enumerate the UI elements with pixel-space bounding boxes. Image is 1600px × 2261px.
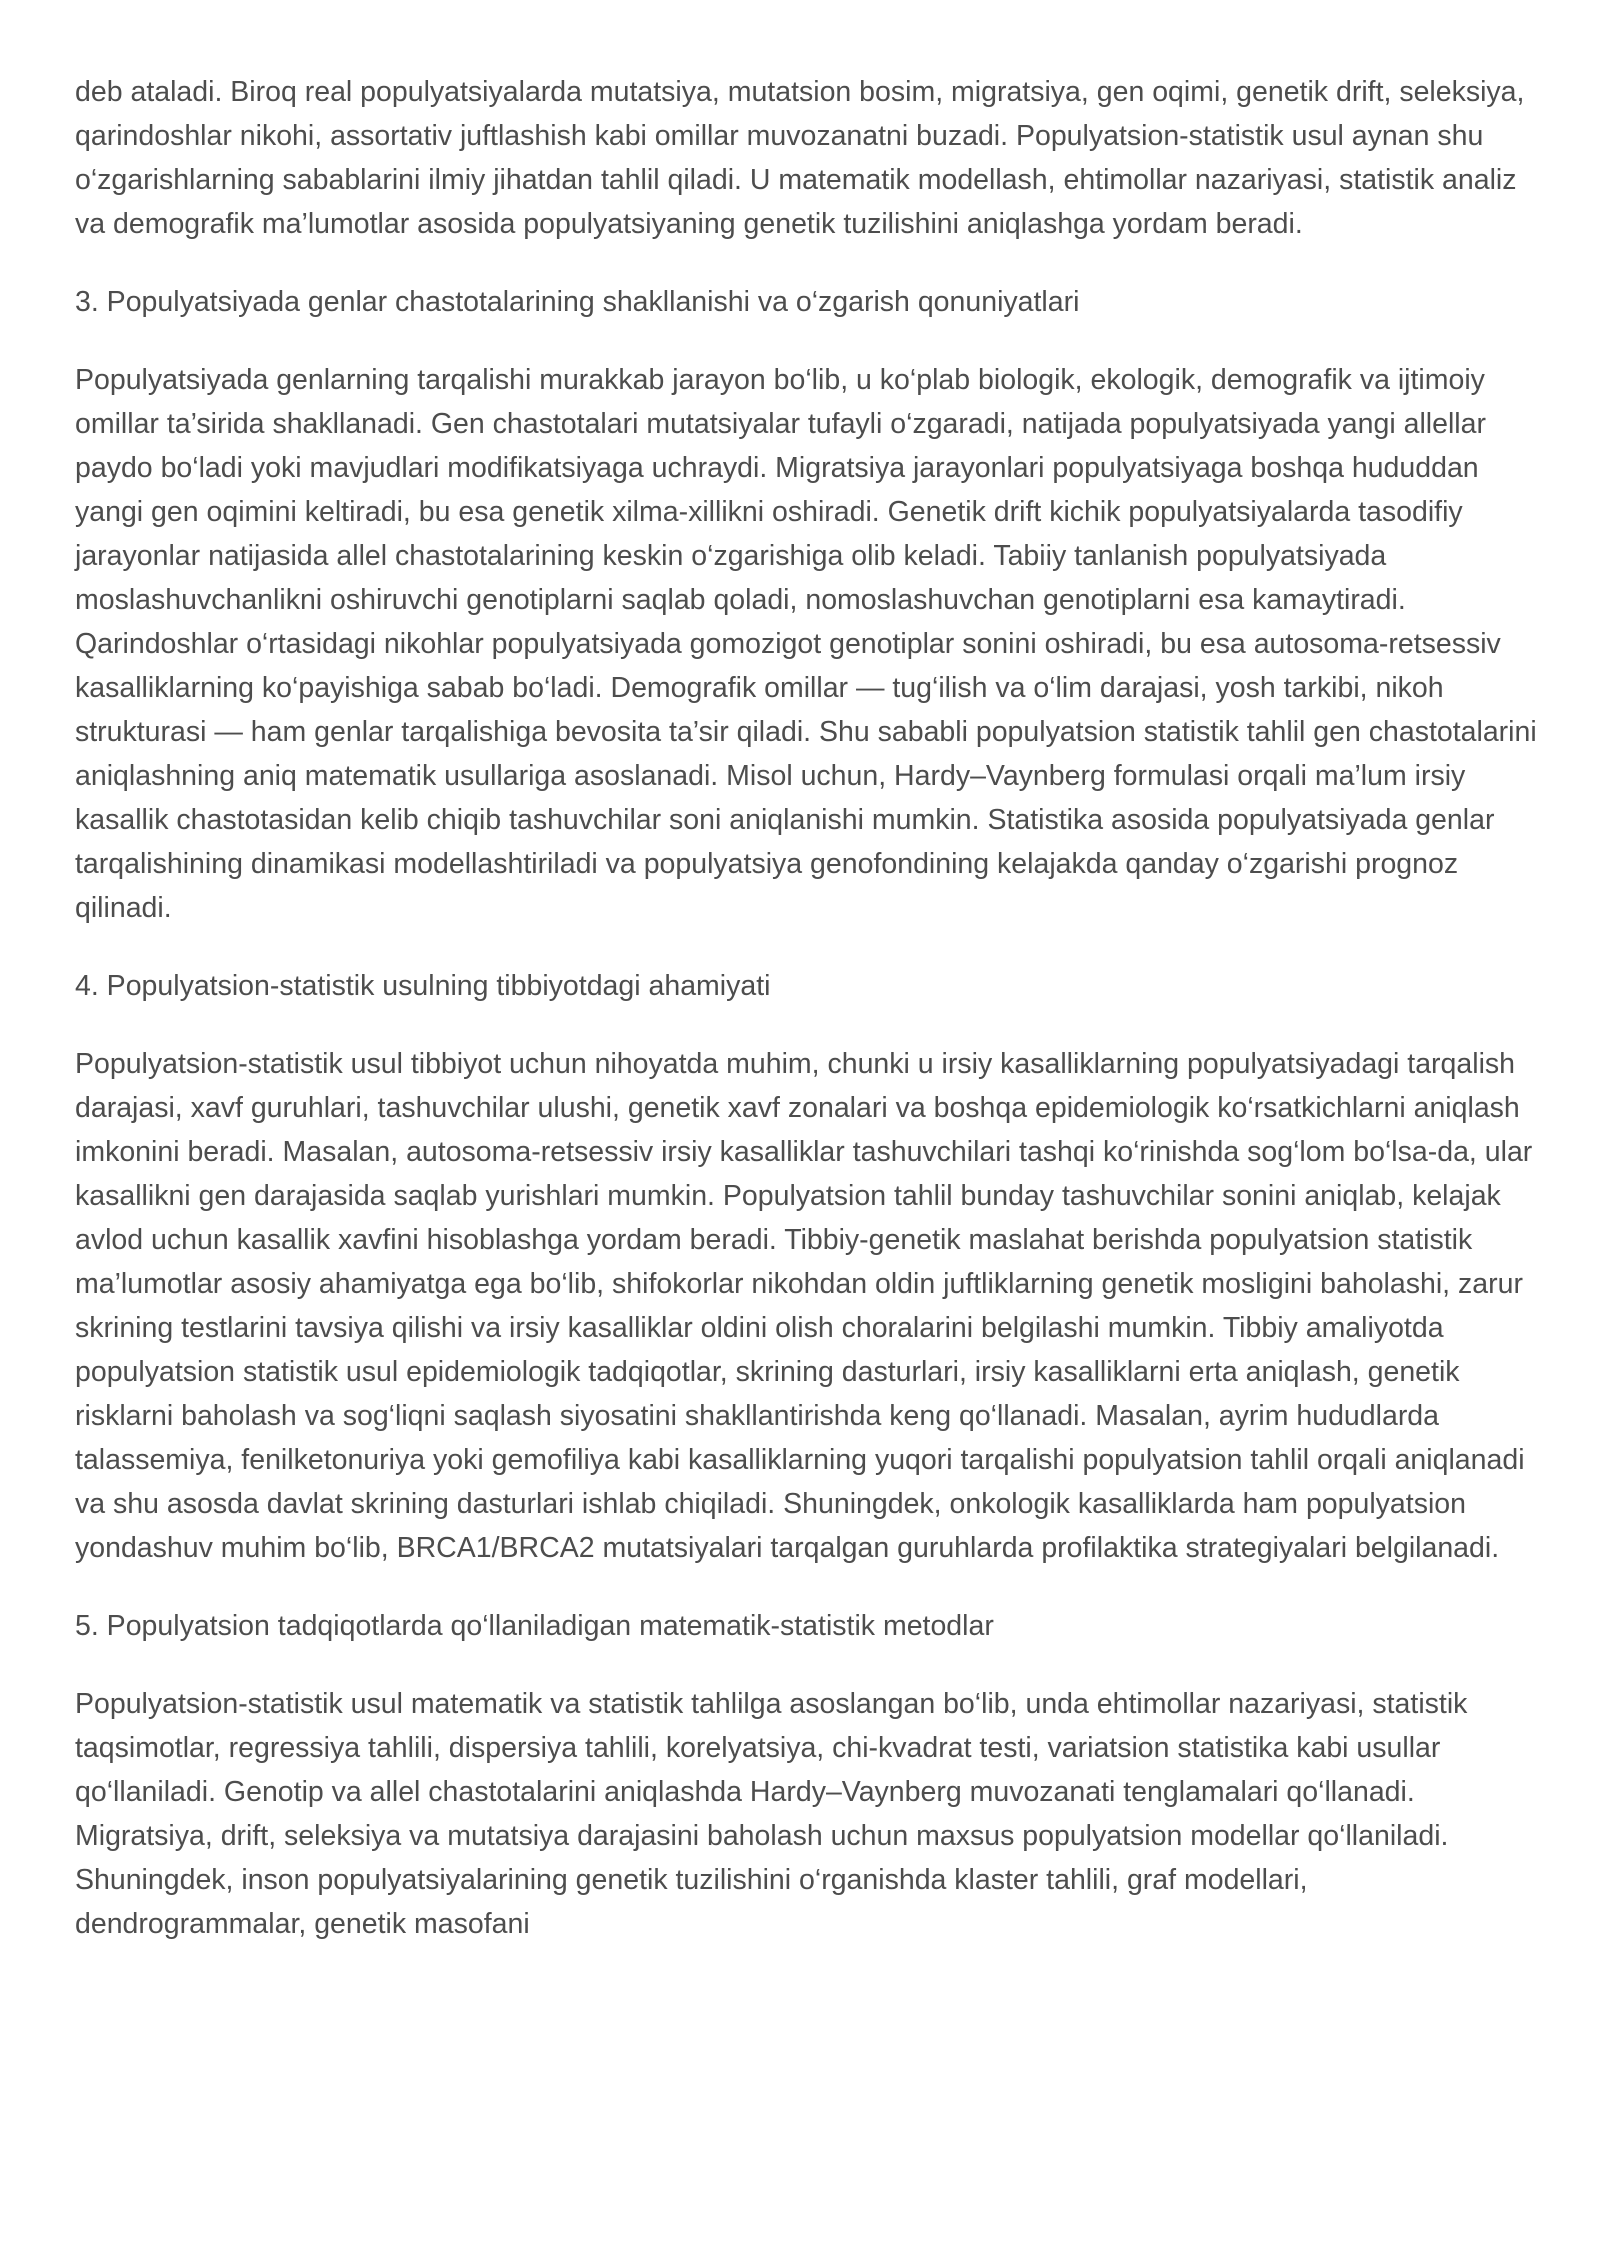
section-3-heading: 3. Populyatsiyada genlar chastotalarining shakllanishi va o‘zgarish qonuniyatlari [75,286,1080,318]
section-5-body: Populyatsion-statistik usul matematik va statistik tahlilga asoslangan bo‘lib, unda ehtimollar nazariyasi, statistik taqsimotlar, regressiya tahlili, dispersiya tahlili, korelyatsiya, chi-kvadrat testi, variatsion statistika kabi usullar qo‘llaniladi. Genotip va allel chastotalarini aniqlashda Hardy–Vaynberg muvozanati tenglamalari qo‘llanadi. Migratsiya, drift, seleksiya va mutatsiya darajasini baholash uchun maxsus populyatsion modellar qo‘llaniladi. Shuningdek, inson populyatsiyalarining genetik tuzilishini o‘rganishda klaster tahlili, graf modellari, dendrogrammalar, genetik masofani [75,1688,1468,1940]
section-4-body: Populyatsion-statistik usul tibbiyot uchun nihoyatda muhim, chunki u irsiy kasalliklarning populyatsiyadagi tarqalish darajasi, xavf guruhlari, tashuvchilar ulushi, genetik xavf zonalari va boshqa epidemiologik ko‘rsatkichlarni aniqlash imkonini beradi. Masalan, autosoma-retsessiv irsiy kasalliklar tashuvchilari tashqi ko‘rinishda sog‘lom bo‘lsa-da, ular kasallikni gen darajasida saqlab yurishlari mumkin. Populyatsion tahlil bunday tashuvchilar sonini aniqlab, kelajak avlod uchun kasallik xavfini hisoblashga yordam beradi. Tibbiy-genetik maslahat berishda populyatsion statistik ma’lumotlar asosiy ahamiyatga ega bo‘lib, shifokorlar nikohdan oldin juftliklarning genetik mosligini baholashi, zarur skrining testlarini tavsiya qilishi va irsiy kasalliklar oldini olish choralarini belgilashi mumkin. Tibbiy amaliyotda populyatsion statistik usul epidemiologik tadqiqotlar, skrining dasturlari, irsiy kasalliklarni erta aniqlash, genetik risklarni baholash va sog‘liqni saqlash siyosatini shakllantirishda keng qo‘llanadi. Masalan, ayrim hududlarda talassemiya, fenilketonuriya yoki gemofiliya kabi kasalliklarning yuqori tarqalishi populyatsion tahlil orqali aniqlanadi va shu asosda davlat skrining dasturlari ishlab chiqiladi. Shuningdek, onkologik kasalliklarda ham populyatsion yondashuv muhim bo‘lib, BRCA1/BRCA2 mutatsiyalari tarqalgan guruhlarda profilaktika strategiyalari belgilanadi. [75,1048,1533,1564]
section-4-heading: 4. Populyatsion-statistik usulning tibbiyotdagi ahamiyati [75,970,771,1002]
section-5-heading: 5. Populyatsion tadqiqotlarda qo‘llaniladigan matematik-statistik metodlar [75,1610,994,1642]
intro-paragraph: deb ataladi. Biroq real populyatsiyalarda mutatsiya, mutatsion bosim, migratsiya, gen oqimi, genetik drift, seleksiya, qarindoshlar nikohi, assortativ juftlashish kabi omillar muvozanatni buzadi. Populyatsion-statistik usul aynan shu o‘zgarishlarning sabablarini ilmiy jihatdan tahlil qiladi. U matematik modellash, ehtimollar nazariyasi, statistik analiz va demografik ma’lumotlar asosida populyatsiyaning genetik tuzilishini aniqlashga yordam beradi. [75,76,1525,240]
section-3-body: Populyatsiyada genlarning tarqalishi murakkab jarayon bo‘lib, u ko‘plab biologik, ekologik, demografik va ijtimoiy omillar ta’sirida shakllanadi. Gen chastotalari mutatsiyalar tufayli o‘zgaradi, natijada populyatsiyada yangi allellar paydo bo‘ladi yoki mavjudlari modifikatsiyaga uchraydi. Migratsiya jarayonlari populyatsiyaga boshqa hududdan yangi gen oqimini keltiradi, bu esa genetik xilma-xillikni oshiradi. Genetik drift kichik populyatsiyalarda tasodifiy jarayonlar natijasida allel chastotalarining keskin o‘zgarishiga olib keladi. Tabiiy tanlanish populyatsiyada moslashuvchanlikni oshiruvchi genotiplarni saqlab qoladi, nomoslashuvchan genotiplarni esa kamaytiradi. Qarindoshlar o‘rtasidagi nikohlar populyatsiyada gomozigot genotiplar sonini oshiradi, bu esa autosoma-retsessiv kasalliklarning ko‘payishiga sabab bo‘ladi. Demografik omillar — tug‘ilish va o‘lim darajasi, yosh tarkibi, nikoh strukturasi — ham genlar tarqalishiga bevosita ta’sir qiladi. Shu sababli populyatsion statistik tahlil gen chastotalarini aniqlashning aniq matematik usullariga asoslanadi. Misol uchun, Hardy–Vaynberg formulasi orqali ma’lum irsiy kasallik chastotasidan kelib chiqib tashuvchilar soni aniqlanishi mumkin. Statistika asosida populyatsiyada genlar tarqalishining dinamikasi modellashtiriladi va populyatsiya genofondining kelajakda qanday o‘zgarishi prognoz qilinadi. [75,364,1537,924]
document-page [75,70,1545,1980]
